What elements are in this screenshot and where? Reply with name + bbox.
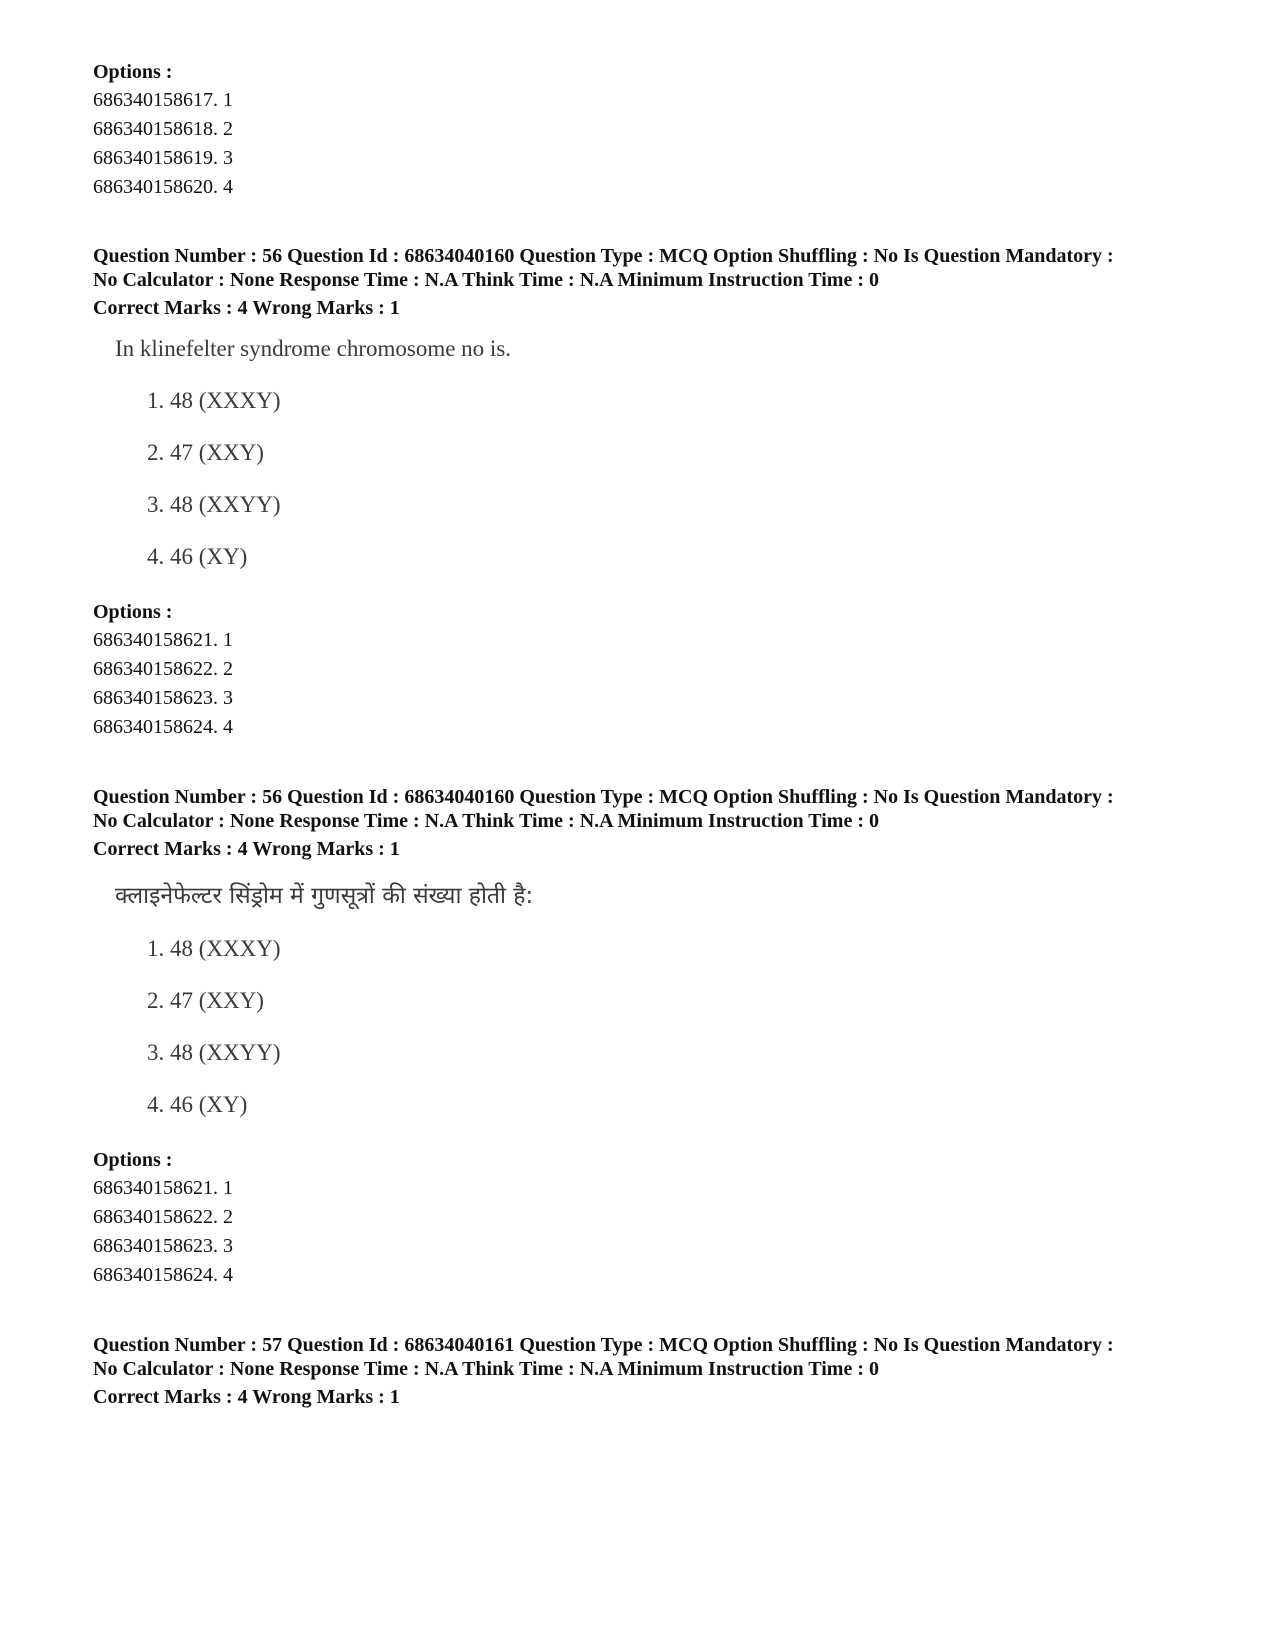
option-line: 686340158623. 3 bbox=[93, 1235, 233, 1257]
answer-choice: 2. 47 (XXY) bbox=[147, 440, 264, 465]
option-line: 686340158622. 2 bbox=[93, 658, 233, 680]
answer-choice: 1. 48 (XXXY) bbox=[147, 936, 281, 961]
question-meta-line1: Question Number : 56 Question Id : 68634040160 Question Type : MCQ Option Shuffling : No Is Question Mandatory : bbox=[93, 786, 1114, 808]
option-line: 686340158621. 1 bbox=[93, 629, 233, 651]
question-marks: Correct Marks : 4 Wrong Marks : 1 bbox=[93, 297, 400, 319]
question-meta-line1: Question Number : 57 Question Id : 68634040161 Question Type : MCQ Option Shuffling : No Is Question Mandatory : bbox=[93, 1334, 1114, 1356]
option-line: 686340158622. 2 bbox=[93, 1206, 233, 1228]
answer-choice: 4. 46 (XY) bbox=[147, 1092, 248, 1117]
answer-choice: 3. 48 (XXYY) bbox=[147, 492, 281, 517]
question-header-q56-en bbox=[93, 244, 1213, 322]
option-line: 686340158624. 4 bbox=[93, 1264, 233, 1286]
question-meta-line2: No Calculator : None Response Time : N.A Think Time : N.A Minimum Instruction Time : 0 bbox=[93, 810, 879, 832]
options-block-q56-en bbox=[93, 598, 1213, 742]
question-text: In klinefelter syndrome chromosome no is. bbox=[115, 336, 512, 361]
question-meta-line1: Question Number : 56 Question Id : 68634040160 Question Type : MCQ Option Shuffling : No Is Question Mandatory : bbox=[93, 245, 1114, 267]
answer-choice: 1. 48 (XXXY) bbox=[147, 388, 281, 413]
question-meta-line2: No Calculator : None Response Time : N.A Think Time : N.A Minimum Instruction Time : 0 bbox=[93, 269, 879, 291]
option-line: 686340158620. 4 bbox=[93, 176, 233, 198]
answer-choice: 2. 47 (XXY) bbox=[147, 988, 264, 1013]
option-line: 686340158624. 4 bbox=[93, 716, 233, 738]
answer-choice: 3. 48 (XXYY) bbox=[147, 1040, 281, 1065]
question-text: क्लाइनेफेल्टर सिंड्रोम में गुणसूत्रों की संख्या होती है: bbox=[115, 883, 534, 909]
question-marks: Correct Marks : 4 Wrong Marks : 1 bbox=[93, 838, 400, 860]
question-header-q56-hi bbox=[93, 785, 1213, 863]
question-meta-line2: No Calculator : None Response Time : N.A Think Time : N.A Minimum Instruction Time : 0 bbox=[93, 1358, 879, 1380]
answer-choice: 4. 46 (XY) bbox=[147, 544, 248, 569]
options-block-q56-hi bbox=[93, 1146, 1213, 1290]
options-label: Options : bbox=[93, 1149, 173, 1171]
options-label: Options : bbox=[93, 601, 173, 623]
question-image-q56-hi bbox=[115, 880, 533, 1120]
option-line: 686340158619. 3 bbox=[93, 147, 233, 169]
question-header-q57 bbox=[93, 1333, 1213, 1411]
option-line: 686340158623. 3 bbox=[93, 687, 233, 709]
question-marks: Correct Marks : 4 Wrong Marks : 1 bbox=[93, 1386, 400, 1408]
top-options-block bbox=[93, 58, 1213, 202]
option-line: 686340158618. 2 bbox=[93, 118, 233, 140]
option-line: 686340158617. 1 bbox=[93, 89, 233, 111]
option-line: 686340158621. 1 bbox=[93, 1177, 233, 1199]
options-label: Options : bbox=[93, 61, 173, 83]
question-image-q56-en bbox=[115, 334, 511, 572]
